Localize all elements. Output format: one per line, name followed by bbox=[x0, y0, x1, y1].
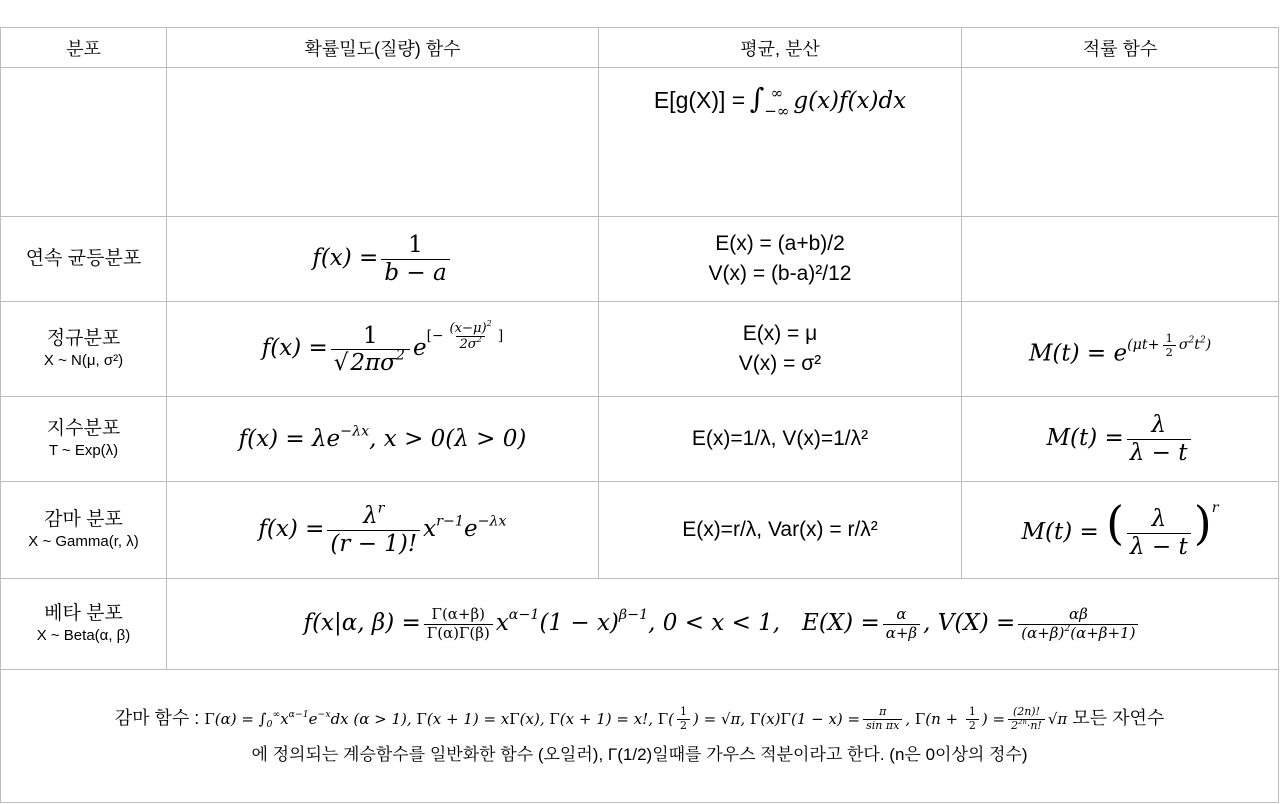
uniform-pdf-cell bbox=[167, 217, 599, 302]
uniform-pdf-formula: f(x) = $\frac{1}{b - a}$ bbox=[312, 232, 452, 286]
gamma-function-note-line2: 에 정의되는 계승함수를 일반화한 함수 (오일러), Γ(1/2)일때를 가우스 적분이라고 한다. (n은 0이상의 정수) bbox=[251, 744, 1028, 764]
gamma-notation: X ~ Gamma(r, λ) bbox=[28, 533, 139, 550]
exponential-pdf-cell bbox=[167, 397, 599, 482]
gamma-name-cell bbox=[0, 482, 167, 579]
exponential-mean-variance-cell bbox=[599, 397, 962, 482]
header-mgf bbox=[962, 27, 1279, 68]
general-row-name bbox=[0, 68, 167, 217]
uniform-mean-variance-cell bbox=[599, 217, 962, 302]
exponential-pdf-formula: $f(x) = \lambda e^{-\lambda x}$, x > 0(λ > 0) bbox=[238, 423, 527, 452]
gamma-mgf-formula: M(t) = ( $\frac{\lambda}{\lambda - t}$ )$^r$ bbox=[1021, 496, 1219, 560]
gamma-mean-variance: E(x)=r/λ, Var(x) = r/λ² bbox=[682, 518, 878, 541]
uniform-name: 연속 균등분포 bbox=[25, 248, 142, 269]
normal-name-cell bbox=[0, 302, 167, 397]
uniform-name-cell bbox=[0, 217, 167, 302]
general-expectation-cell bbox=[599, 68, 962, 217]
normal-notation: X ~ N(μ, σ²) bbox=[43, 352, 124, 369]
gamma-name: 감마 분포 bbox=[44, 509, 123, 530]
beta-notation: X ~ Beta(α, β) bbox=[36, 627, 131, 644]
note-prefix: 감마 함수 : bbox=[114, 707, 200, 728]
exponential-name-cell bbox=[0, 397, 167, 482]
uniform-variance: V(x) = (b-a)²/12 bbox=[708, 262, 852, 285]
gamma-function-formula: $\Gamma(\alpha) = \int_0^\infty x^{\alpha-1}e^{-x}dx$ (α > 1), Γ(x + 1) = xΓ(x), Γ(x + 1) = x!, Γ( $\frac{1}{2}$ ) = √π, Γ(x)Γ(1 − x) = $\frac{\pi}{\text{sin πx}}$ , Γ(n + $\frac{1}{2}$ ) = $\frac{(2n)!}{2^{2n}\cdot n!}$ √π bbox=[204, 705, 1068, 732]
header-mgf-label: 적률 함수 bbox=[1082, 38, 1158, 59]
exponential-mean-variance: E(x)=1/λ, V(x)=1/λ² bbox=[691, 427, 869, 450]
normal-mean: E(x) = μ bbox=[742, 322, 818, 345]
normal-pdf-formula: f(x) = $\frac{1}{√2\pi\sigma^2}$ e[− (x−μ)2 2σ2 ] bbox=[261, 318, 504, 377]
normal-mean-variance-cell bbox=[599, 302, 962, 397]
normal-mgf-formula: $M(t) = e^{(\mu t+ \frac{1}{2} \sigma^2t^2)}$ bbox=[1028, 330, 1212, 367]
general-row-pdf bbox=[167, 68, 599, 217]
gamma-function-note-line1 bbox=[115, 700, 1165, 737]
note-suffix: 모든 자연수 bbox=[1072, 707, 1165, 728]
normal-variance: V(x) = σ² bbox=[738, 352, 822, 375]
header-mean-variance-label: 평균, 분산 bbox=[740, 38, 820, 59]
normal-pdf-cell bbox=[167, 302, 599, 397]
beta-formula: f(x|α, β) = $\frac{\Gamma(\alpha+\beta)}{\Gamma(\alpha)\Gamma(\beta)}$ $x^{\alpha-1}(1 - x)^{\beta-1}$, 0 < x < 1, E(X) = $\frac{\alpha}{\alpha+\beta}$ , V(X) = $\frac{\alpha\beta}{(\alpha+\beta)^2(\alpha+\beta+1)}$ bbox=[304, 606, 1142, 642]
normal-name: 정규분포 bbox=[46, 328, 121, 349]
beta-name-cell bbox=[0, 579, 167, 670]
normal-mgf-cell bbox=[962, 302, 1279, 397]
uniform-mean: E(x) = (a+b)/2 bbox=[715, 232, 845, 255]
header-distribution-label: 분포 bbox=[66, 38, 101, 59]
exponential-mgf-cell bbox=[962, 397, 1279, 482]
gamma-mgf-cell bbox=[962, 482, 1279, 579]
header-pdf bbox=[167, 27, 599, 68]
gamma-function-note bbox=[0, 670, 1279, 803]
gamma-mean-variance-cell bbox=[599, 482, 962, 579]
beta-formula-cell bbox=[167, 579, 1279, 670]
exponential-name: 지수분포 bbox=[46, 418, 121, 439]
exponential-notation: T ~ Exp(λ) bbox=[48, 442, 119, 459]
header-distribution bbox=[0, 27, 167, 68]
distribution-table bbox=[0, 27, 1279, 803]
expectation-formula: E[g(X)] = ∫ ∞ −∞ g(x)f(x)dx bbox=[653, 82, 907, 120]
gamma-pdf-cell bbox=[167, 482, 599, 579]
expectation-label: E[g(X)] = bbox=[653, 87, 746, 113]
gamma-pdf-formula: f(x) = $\frac{\lambda^r}{(r - 1)!}$ $x^{r-1}e^{-\lambda x}$ bbox=[258, 500, 507, 557]
beta-name: 베타 분포 bbox=[44, 603, 123, 624]
exponential-mgf-formula: M(t) = $\frac{\lambda}{\lambda - t}$ bbox=[1046, 412, 1193, 466]
general-row-mgf bbox=[962, 68, 1279, 217]
uniform-mgf-cell bbox=[962, 217, 1279, 302]
header-pdf-label: 확률밀도(질량) 함수 bbox=[304, 38, 461, 59]
header-mean-variance bbox=[599, 27, 962, 68]
